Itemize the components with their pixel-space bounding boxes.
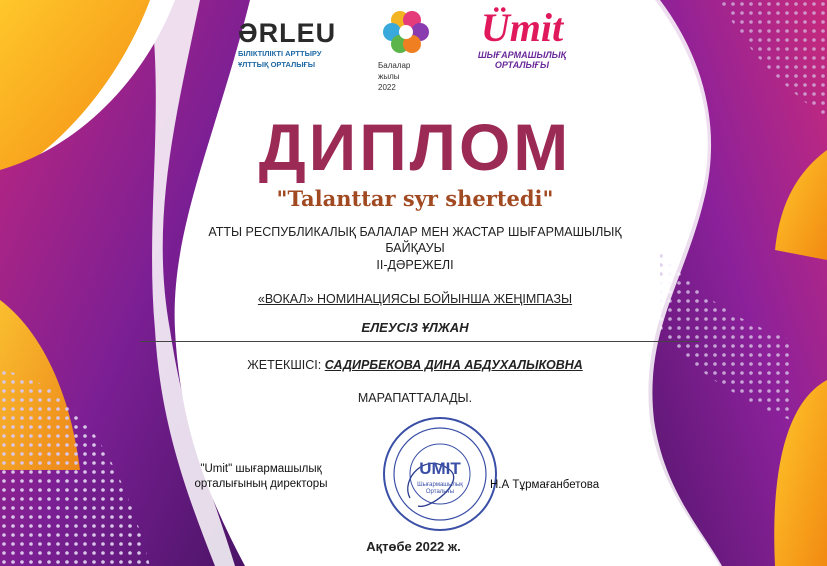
leader-label: ЖЕТЕКШІСІ:	[247, 358, 322, 372]
city-year: Ақтөбе 2022 ж.	[366, 539, 461, 554]
director-name: Н.А Тұрмағанбетова	[490, 479, 600, 491]
contest-description: АТТЫ РЕСПУБЛИКАЛЫҚ БАЛАЛАР МЕН ЖАСТАР ШЫҒАРМАШЫЛЫҚ БАЙҚАУЫ	[208, 225, 622, 255]
umit-subtitle-1: ШЫҒАРМАШЫЛЫҚ	[477, 50, 567, 60]
diploma-title: ДИПЛОМ	[258, 110, 572, 184]
director-position-line1: "Umit" шығармашылық	[200, 463, 322, 475]
umit-subtitle-2: ОРТАЛЫҒЫ	[494, 60, 550, 70]
stamp-area	[370, 410, 510, 542]
orleu-subtitle-1: БІЛІКТІЛІКТІ АРТТЫРУ	[238, 49, 322, 58]
balalar-line2: жылы	[378, 72, 400, 81]
balalar-flower-icon	[378, 8, 434, 54]
degree: ІІ-ДӘРЕЖЕЛІ	[376, 258, 454, 272]
director-position-line2: орталығының директоры	[194, 478, 328, 490]
umit-wordmark: Ümit	[480, 5, 564, 50]
awarded-text: МАРАПАТТАЛАДЫ.	[357, 391, 473, 405]
leader-line	[200, 357, 630, 373]
leader-name: САДИРБЕКОВА ДИНА АБДУХАЛЫКОВНА	[324, 358, 583, 372]
orleu-wordmark: ƏRLEU	[238, 18, 337, 48]
nomination: «ВОКАЛ» НОМИНАЦИЯСЫ БОЙЫНША ЖЕҢІМПАЗЫ	[257, 292, 573, 306]
director-position	[176, 462, 346, 492]
stamp-sub-line1: Шығармашылық	[417, 482, 463, 488]
umit-logo	[452, 6, 592, 70]
contest-name: "Talanttar syr shertedi"	[276, 186, 554, 211]
balalar-year: 2022	[378, 83, 396, 92]
orleu-subtitle-2: ҰЛТТЫҚ ОРТАЛЫҒЫ	[238, 60, 316, 69]
stamp-center-text: UMIT	[419, 459, 461, 478]
balalar-jyly-logo	[378, 8, 438, 92]
orleu-logo	[238, 20, 338, 69]
winner-name: ЕЛЕУСІЗ ҰЛЖАН	[361, 320, 469, 335]
balalar-line1: Балалар	[378, 61, 411, 70]
official-stamp	[370, 410, 510, 542]
stamp-sub-line2: Орталығы	[425, 489, 455, 495]
name-divider	[140, 341, 700, 342]
